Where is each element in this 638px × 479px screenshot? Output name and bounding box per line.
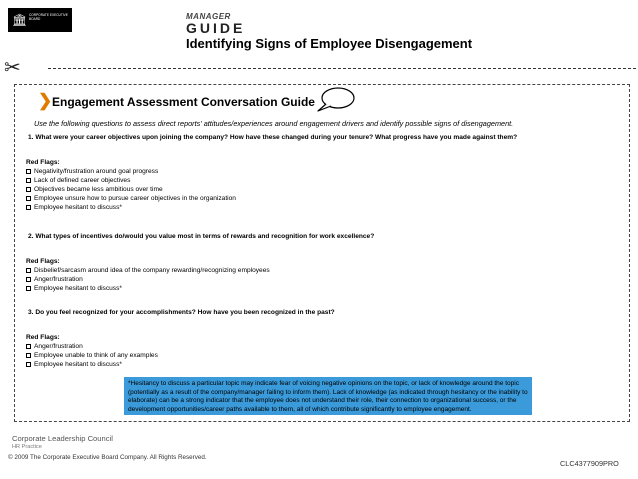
red-flag-item: Employee unsure how to pursue career objectives in the organization	[26, 195, 236, 202]
speech-bubble-icon	[316, 86, 356, 114]
copyright: © 2009 The Corporate Executive Board Company. All Rights Reserved.	[8, 454, 207, 461]
checkbox-icon	[26, 344, 31, 349]
brand-top: MANAGER	[186, 12, 231, 21]
checkbox-icon	[26, 178, 31, 183]
red-flag-item: Anger/frustration	[26, 343, 83, 350]
cut-line	[48, 68, 636, 69]
red-flag-item: Objectives became less ambitious over time	[26, 186, 163, 193]
logo-text: CORPORATE EXECUTIVE BOARD	[29, 13, 68, 21]
red-flag-item: Negativity/frustration around goal progress	[26, 168, 158, 175]
checkbox-icon	[26, 277, 31, 282]
red-flags-label: Red Flags:	[26, 334, 60, 341]
hesitancy-note: *Hesitancy to discuss a particular topic may indicate fear of voicing negative opinions on the topic, or lack of knowledge around the topic (potentially as a result of the company/manager failing to inform them). Lack of knowledge (as indicated through hesitancy or the inability to elaborate) can be a strong indicator that the employee does not understand their role, their connection to organizational success, or the development opportunities/career paths available to them, all of which contribute significantly to employee engagement.	[124, 377, 532, 415]
question-3: 3. Do you feel recognized for your accomplishments? How have you been recognized in the past?	[28, 309, 335, 316]
red-flag-item: Employee unable to think of any examples	[26, 352, 158, 359]
red-flag-item: Employee hesitant to discuss*	[26, 361, 122, 368]
question-2: 2. What types of incentives do/would you value most in terms of rewards and recognition for work excellence?	[28, 233, 375, 240]
checkbox-icon	[26, 286, 31, 291]
checkbox-icon	[26, 196, 31, 201]
checkbox-icon	[26, 205, 31, 210]
manager-guide-brand	[186, 12, 246, 36]
document-code: CLC4377909PRO	[560, 459, 619, 468]
brand-bottom: GUIDE	[186, 20, 246, 36]
page-title: Identifying Signs of Employee Disengagement	[186, 36, 473, 51]
red-flag-item: Employee hesitant to discuss*	[26, 204, 122, 211]
company-logo	[8, 8, 72, 32]
checkbox-icon	[26, 268, 31, 273]
checkbox-icon	[26, 362, 31, 367]
scissors-icon: ✂	[4, 57, 21, 79]
checkbox-icon	[26, 353, 31, 358]
question-1: 1. What were your career objectives upon joining the company? How have these changed during your tenure? What progress have you made against them?	[28, 134, 518, 141]
chevron-right-icon: ❯	[38, 91, 53, 110]
checkbox-icon	[26, 187, 31, 192]
checkbox-icon	[26, 169, 31, 174]
building-icon: 🏛	[12, 13, 28, 27]
guide-title: Engagement Assessment Conversation Guide	[52, 95, 315, 109]
red-flag-item: Disbelief/sarcasm around idea of the company rewarding/recognizing employees	[26, 267, 270, 274]
practice-name: HR Practice	[12, 444, 42, 450]
red-flags-label: Red Flags:	[26, 159, 60, 166]
red-flag-item: Lack of defined career objectives	[26, 177, 130, 184]
guide-intro: Use the following questions to assess direct reports' attitudes/experiences around engagement drivers and identify possible signs of disengagement.	[34, 119, 514, 128]
red-flag-item: Anger/frustration	[26, 276, 83, 283]
red-flags-label: Red Flags:	[26, 258, 60, 265]
red-flag-item: Employee hesitant to discuss*	[26, 285, 122, 292]
council-name: Corporate Leadership Council	[12, 434, 113, 443]
